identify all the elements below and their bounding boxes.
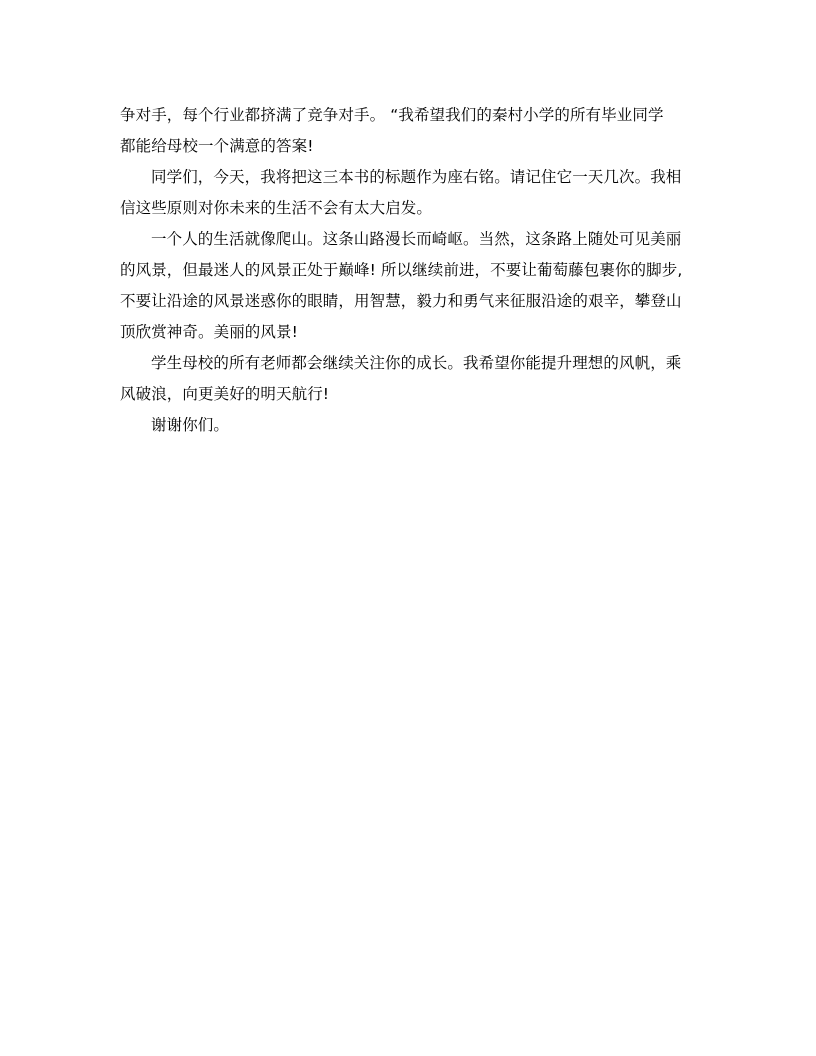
paragraph-3 xyxy=(120,224,696,348)
paragraph-5 xyxy=(120,410,696,441)
text-line: 学生母校的所有老师都会继续关注你的成长。我希望你能提升理想的风帆，乘 xyxy=(151,354,682,372)
text-line: 同学们，今天，我将把这三本书的标题作为座右铭。请记住它一天几次。我相 xyxy=(151,168,682,186)
document-page xyxy=(120,100,696,441)
text-line: 一个人的生活就像爬山。这条山路漫长而崎岖。当然，这条路上随处可见美丽 xyxy=(151,230,682,248)
paragraph-4 xyxy=(120,348,696,410)
text-line: 顶欣赏神奇。美丽的风景! xyxy=(120,323,298,341)
text-line: 的风景，但最迷人的风景正处于巅峰! 所以继续前进，不要让葡萄藤包裹你的脚步, xyxy=(120,261,683,279)
text-line: 风破浪，向更美好的明天航行! xyxy=(120,385,330,403)
paragraph-1 xyxy=(120,100,696,162)
text-line: 信这些原则对你未来的生活不会有太大启发。 xyxy=(120,199,433,217)
paragraph-2 xyxy=(120,162,696,224)
text-line: 谢谢你们。 xyxy=(151,416,230,434)
text-line: 不要让沿途的风景迷惑你的眼睛，用智慧，毅力和勇气来征服沿途的艰辛，攀登山 xyxy=(120,292,682,310)
text-line: 都能给母校一个满意的答案! xyxy=(120,137,314,155)
text-line: 争对手，每个行业都挤满了竞争对手。 “我希望我们的秦村小学的所有毕业同学 xyxy=(120,106,664,124)
